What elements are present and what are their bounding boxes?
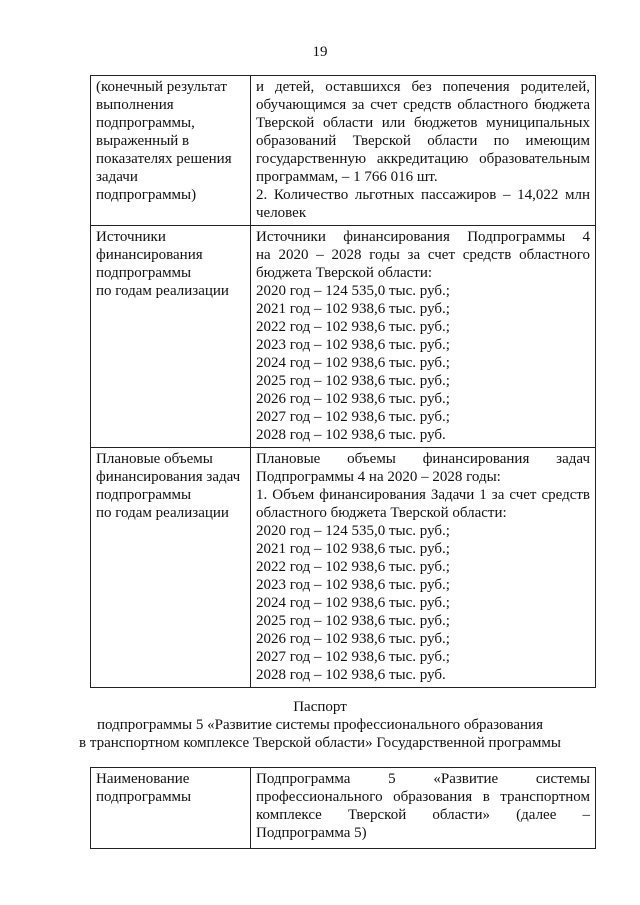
passport-heading-line: подпрограммы 5 «Развитие системы профессионального образования bbox=[97, 717, 543, 733]
year-funding-line: 2026 год – 102 938,6 тыс. руб.; bbox=[256, 391, 450, 407]
year-funding-line: 2027 год – 102 938,6 тыс. руб.; bbox=[256, 649, 450, 665]
label-line: выраженный в bbox=[96, 133, 190, 149]
value-line: Подпрограмма 5) bbox=[256, 825, 367, 841]
value-cell-planned-volumes bbox=[251, 448, 596, 688]
year-funding-line: 2028 год – 102 938,6 тыс. руб. bbox=[256, 667, 446, 683]
year-funding-line: 2022 год – 102 938,6 тыс. руб.; bbox=[256, 319, 450, 335]
passport-heading-line: в транспортном комплексе Тверской области» Государственной программы bbox=[79, 735, 561, 751]
value-line: образований Тверской области по имеющим bbox=[256, 133, 590, 149]
table-row-planned-volumes bbox=[91, 448, 596, 688]
value-line: Тверской области или бюджетов муниципальных bbox=[256, 115, 590, 131]
year-funding-line: 2023 год – 102 938,6 тыс. руб.; bbox=[256, 577, 450, 593]
value-line: Плановые объемы финансирования задач bbox=[256, 451, 590, 467]
year-funding-line: 2022 год – 102 938,6 тыс. руб.; bbox=[256, 559, 450, 575]
label-cell-subprogram-name bbox=[91, 768, 251, 849]
passport-heading-title: Паспорт bbox=[293, 699, 347, 715]
value-cell-final-result bbox=[251, 76, 596, 226]
value-line: бюджета Тверской области: bbox=[256, 265, 433, 281]
page-number: 19 bbox=[312, 44, 328, 60]
year-funding-line: 2025 год – 102 938,6 тыс. руб.; bbox=[256, 373, 450, 389]
label-line: по годам реализации bbox=[96, 283, 229, 299]
year-funding-line: 2026 год – 102 938,6 тыс. руб.; bbox=[256, 631, 450, 647]
subprogram-5-passport-table bbox=[90, 767, 596, 849]
value-line: на 2020 – 2028 годы за счет средств областного bbox=[256, 247, 590, 263]
year-funding-line: 2023 год – 102 938,6 тыс. руб.; bbox=[256, 337, 450, 353]
year-funding-line: 2028 год – 102 938,6 тыс. руб. bbox=[256, 427, 446, 443]
label-line: подпрограммы, bbox=[96, 115, 195, 131]
table-row-final-result bbox=[91, 76, 596, 226]
label-line: подпрограммы bbox=[96, 789, 192, 805]
label-line: подпрограммы) bbox=[96, 187, 197, 203]
label-line: финансирования задач bbox=[96, 469, 241, 485]
label-cell-final-result bbox=[91, 76, 251, 226]
value-line: Подпрограмма 5 «Развитие системы bbox=[256, 771, 590, 787]
value-line: человек bbox=[256, 205, 307, 221]
value-cell-funding-sources bbox=[251, 226, 596, 448]
value-line: обучающимся за счет средств областного бюджета bbox=[256, 97, 590, 113]
year-funding-line: 2021 год – 102 938,6 тыс. руб.; bbox=[256, 541, 450, 557]
year-funding-line: 2025 год – 102 938,6 тыс. руб.; bbox=[256, 613, 450, 629]
label-line: финансирования bbox=[96, 247, 203, 263]
subprogram-4-passport-table-continued bbox=[90, 75, 596, 688]
label-line: Источники bbox=[96, 229, 166, 245]
label-cell-funding-sources bbox=[91, 226, 251, 448]
value-line: профессионального образования в транспортном bbox=[256, 789, 590, 805]
year-funding-line: 2020 год – 124 535,0 тыс. руб.; bbox=[256, 523, 450, 539]
year-funding-line: 2024 год – 102 938,6 тыс. руб.; bbox=[256, 595, 450, 611]
table-row-subprogram-name bbox=[91, 768, 596, 849]
year-funding-line: 2027 год – 102 938,6 тыс. руб.; bbox=[256, 409, 450, 425]
table-row-funding-sources bbox=[91, 226, 596, 448]
value-line: и детей, оставшихся без попечения родителей, bbox=[256, 79, 590, 95]
value-line: 1. Объем финансирования Задачи 1 за счет средств bbox=[256, 487, 590, 503]
label-line: задачи bbox=[96, 169, 138, 185]
value-line: государственную аккредитацию образовательным bbox=[256, 151, 590, 167]
year-funding-line: 2024 год – 102 938,6 тыс. руб.; bbox=[256, 355, 450, 371]
year-funding-line: 2021 год – 102 938,6 тыс. руб.; bbox=[256, 301, 450, 317]
value-line: областного бюджета Тверской области: bbox=[256, 505, 507, 521]
year-funding-line: 2020 год – 124 535,0 тыс. руб.; bbox=[256, 283, 450, 299]
label-line: по годам реализации bbox=[96, 505, 229, 521]
value-cell-subprogram-name bbox=[251, 768, 596, 849]
value-line: программам, – 1 766 016 шт. bbox=[256, 169, 438, 185]
value-line: Источники финансирования Подпрограммы 4 bbox=[256, 229, 590, 245]
label-cell-planned-volumes bbox=[91, 448, 251, 688]
label-line: показателях решения bbox=[96, 151, 232, 167]
label-line: подпрограммы bbox=[96, 487, 192, 503]
label-line: Наименование bbox=[96, 771, 190, 787]
value-line: комплексе Тверской области» (далее – bbox=[256, 807, 590, 823]
value-line: 2. Количество льготных пассажиров – 14,022 млн bbox=[256, 187, 590, 203]
label-line: Плановые объемы bbox=[96, 451, 213, 467]
value-line: Подпрограммы 4 на 2020 – 2028 годы: bbox=[256, 469, 501, 485]
label-line: выполнения bbox=[96, 97, 174, 113]
label-line: подпрограммы bbox=[96, 265, 192, 281]
label-line: (конечный результат bbox=[96, 79, 227, 95]
